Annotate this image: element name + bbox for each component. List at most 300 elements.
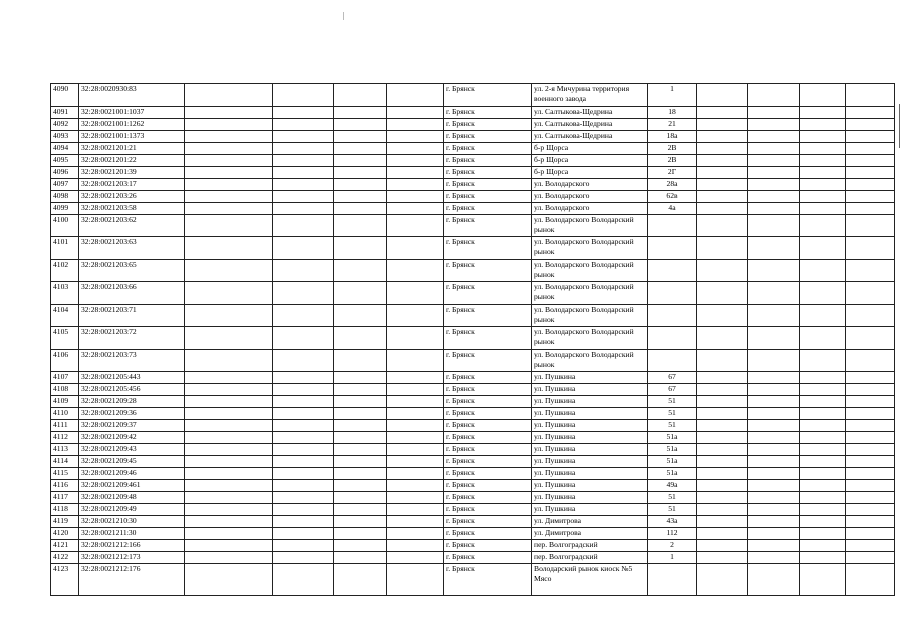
address-cell: ул. Салтыкова-Щедрина <box>532 118 648 130</box>
empty-cell <box>334 516 387 528</box>
table-row <box>51 372 895 384</box>
table-row <box>51 237 895 260</box>
empty-cell <box>273 327 334 350</box>
empty-cell <box>387 492 444 504</box>
cadastral-number-cell: 32:28:0021001:1262 <box>79 118 185 130</box>
city-cell: г. Брянск <box>444 408 532 420</box>
empty-cell <box>273 480 334 492</box>
row-number-cell: 4097 <box>51 178 79 190</box>
empty-cell <box>748 84 800 107</box>
house-number-cell <box>648 237 697 260</box>
empty-cell <box>185 516 273 528</box>
empty-cell <box>846 540 895 552</box>
empty-cell <box>800 202 846 214</box>
empty-cell <box>387 384 444 396</box>
empty-cell <box>185 202 273 214</box>
address-cell: ул. Пушкина <box>532 384 648 396</box>
empty-cell <box>185 480 273 492</box>
empty-cell <box>846 564 895 596</box>
empty-cell <box>800 166 846 178</box>
empty-cell <box>748 118 800 130</box>
empty-cell <box>273 154 334 166</box>
empty-cell <box>697 420 748 432</box>
empty-cell <box>387 480 444 492</box>
empty-cell <box>387 420 444 432</box>
empty-cell <box>800 444 846 456</box>
empty-cell <box>334 178 387 190</box>
empty-cell <box>387 304 444 327</box>
empty-cell <box>273 564 334 596</box>
house-number-cell: 1 <box>648 84 697 107</box>
empty-cell <box>800 178 846 190</box>
table-row <box>51 84 895 107</box>
empty-cell <box>387 456 444 468</box>
empty-cell <box>387 142 444 154</box>
empty-cell <box>697 492 748 504</box>
empty-cell <box>748 214 800 237</box>
table-row <box>51 408 895 420</box>
empty-cell <box>334 408 387 420</box>
empty-cell <box>185 528 273 540</box>
row-number-cell: 4123 <box>51 564 79 596</box>
house-number-cell: 67 <box>648 372 697 384</box>
house-number-cell <box>648 304 697 327</box>
row-number-cell: 4103 <box>51 282 79 305</box>
empty-cell <box>185 444 273 456</box>
empty-cell <box>387 84 444 107</box>
house-number-cell: 2Г <box>648 166 697 178</box>
row-number-cell: 4099 <box>51 202 79 214</box>
empty-cell <box>800 468 846 480</box>
city-cell: г. Брянск <box>444 327 532 350</box>
empty-cell <box>273 237 334 260</box>
empty-cell <box>334 492 387 504</box>
empty-cell <box>387 327 444 350</box>
empty-cell <box>846 480 895 492</box>
empty-cell <box>800 349 846 372</box>
cadastral-number-cell: 32:28:0021205:456 <box>79 384 185 396</box>
empty-cell <box>273 540 334 552</box>
empty-cell <box>846 408 895 420</box>
house-number-cell: 51 <box>648 396 697 408</box>
city-cell: г. Брянск <box>444 456 532 468</box>
empty-cell <box>387 540 444 552</box>
empty-cell <box>748 396 800 408</box>
empty-cell <box>273 492 334 504</box>
empty-cell <box>800 492 846 504</box>
cadastral-number-cell: 32:28:0021209:43 <box>79 444 185 456</box>
empty-cell <box>800 84 846 107</box>
empty-cell <box>846 259 895 282</box>
empty-cell <box>273 130 334 142</box>
empty-cell <box>846 130 895 142</box>
empty-cell <box>846 118 895 130</box>
cadastral-number-cell: 32:28:0021203:71 <box>79 304 185 327</box>
cadastral-number-cell: 32:28:0021212:173 <box>79 552 185 564</box>
empty-cell <box>185 432 273 444</box>
empty-cell <box>334 468 387 480</box>
empty-cell <box>334 202 387 214</box>
empty-cell <box>800 432 846 444</box>
row-number-cell: 4108 <box>51 384 79 396</box>
empty-cell <box>748 282 800 305</box>
empty-cell <box>800 516 846 528</box>
house-number-cell <box>648 327 697 350</box>
table-row <box>51 504 895 516</box>
house-number-cell: 51 <box>648 504 697 516</box>
address-cell: ул. Володарского Володарский рынок <box>532 304 648 327</box>
scan-mark-top <box>343 12 344 20</box>
row-number-cell: 4117 <box>51 492 79 504</box>
address-cell: ул. Димитрова <box>532 528 648 540</box>
empty-cell <box>185 408 273 420</box>
cadastral-number-cell: 32:28:0021001:1373 <box>79 130 185 142</box>
city-cell: г. Брянск <box>444 166 532 178</box>
city-cell: г. Брянск <box>444 282 532 305</box>
table-row <box>51 492 895 504</box>
empty-cell <box>387 237 444 260</box>
empty-cell <box>185 552 273 564</box>
table-row <box>51 528 895 540</box>
empty-cell <box>273 396 334 408</box>
address-cell: ул. Володарского Володарский рынок <box>532 237 648 260</box>
cadastral-number-cell: 32:28:0021209:36 <box>79 408 185 420</box>
empty-cell <box>334 259 387 282</box>
empty-cell <box>387 282 444 305</box>
row-number-cell: 4107 <box>51 372 79 384</box>
empty-cell <box>846 552 895 564</box>
cadastral-number-cell: 32:28:0021209:28 <box>79 396 185 408</box>
cadastral-number-cell: 32:28:0021209:46 <box>79 468 185 480</box>
city-cell: г. Брянск <box>444 304 532 327</box>
empty-cell <box>846 384 895 396</box>
empty-cell <box>748 492 800 504</box>
city-cell: г. Брянск <box>444 84 532 107</box>
empty-cell <box>748 384 800 396</box>
table-row <box>51 327 895 350</box>
table-row <box>51 106 895 118</box>
empty-cell <box>800 384 846 396</box>
empty-cell <box>334 214 387 237</box>
table-row <box>51 142 895 154</box>
empty-cell <box>185 327 273 350</box>
empty-cell <box>748 304 800 327</box>
empty-cell <box>387 214 444 237</box>
empty-cell <box>334 282 387 305</box>
empty-cell <box>185 540 273 552</box>
empty-cell <box>846 282 895 305</box>
address-cell: ул. Пушкина <box>532 492 648 504</box>
empty-cell <box>185 564 273 596</box>
empty-cell <box>273 106 334 118</box>
empty-cell <box>748 552 800 564</box>
empty-cell <box>387 349 444 372</box>
city-cell: г. Брянск <box>444 468 532 480</box>
table-row <box>51 166 895 178</box>
address-cell: пер. Волгоградский <box>532 540 648 552</box>
empty-cell <box>748 130 800 142</box>
empty-cell <box>800 327 846 350</box>
city-cell: г. Брянск <box>444 504 532 516</box>
empty-cell <box>185 166 273 178</box>
empty-cell <box>185 130 273 142</box>
table-row <box>51 384 895 396</box>
empty-cell <box>846 516 895 528</box>
house-number-cell: 21 <box>648 118 697 130</box>
city-cell: г. Брянск <box>444 540 532 552</box>
table-row <box>51 444 895 456</box>
address-cell: ул. Пушкина <box>532 432 648 444</box>
empty-cell <box>387 106 444 118</box>
city-cell: г. Брянск <box>444 142 532 154</box>
empty-cell <box>334 372 387 384</box>
empty-cell <box>800 130 846 142</box>
house-number-cell: 18 <box>648 106 697 118</box>
row-number-cell: 4091 <box>51 106 79 118</box>
empty-cell <box>273 432 334 444</box>
empty-cell <box>334 396 387 408</box>
empty-cell <box>697 528 748 540</box>
empty-cell <box>185 214 273 237</box>
empty-cell <box>697 304 748 327</box>
empty-cell <box>748 444 800 456</box>
empty-cell <box>334 540 387 552</box>
empty-cell <box>387 516 444 528</box>
empty-cell <box>800 528 846 540</box>
empty-cell <box>697 166 748 178</box>
empty-cell <box>748 237 800 260</box>
row-number-cell: 4119 <box>51 516 79 528</box>
empty-cell <box>334 106 387 118</box>
empty-cell <box>748 456 800 468</box>
empty-cell <box>334 480 387 492</box>
empty-cell <box>846 178 895 190</box>
house-number-cell: 1 <box>648 552 697 564</box>
house-number-cell: 43а <box>648 516 697 528</box>
empty-cell <box>846 327 895 350</box>
empty-cell <box>387 190 444 202</box>
empty-cell <box>748 420 800 432</box>
empty-cell <box>185 349 273 372</box>
empty-cell <box>697 202 748 214</box>
address-cell: ул. Димитрова <box>532 516 648 528</box>
empty-cell <box>697 178 748 190</box>
empty-cell <box>185 396 273 408</box>
address-cell: ул. Володарского Володарский рынок <box>532 259 648 282</box>
empty-cell <box>748 166 800 178</box>
empty-cell <box>846 142 895 154</box>
city-cell: г. Брянск <box>444 178 532 190</box>
cadastral-number-cell: 32:28:0021209:45 <box>79 456 185 468</box>
empty-cell <box>846 504 895 516</box>
table-row <box>51 259 895 282</box>
empty-cell <box>748 154 800 166</box>
address-cell: ул. Пушкина <box>532 420 648 432</box>
empty-cell <box>748 190 800 202</box>
empty-cell <box>387 118 444 130</box>
cadastral-number-cell: 32:28:0021203:58 <box>79 202 185 214</box>
empty-cell <box>185 154 273 166</box>
house-number-cell: 2В <box>648 142 697 154</box>
empty-cell <box>748 516 800 528</box>
empty-cell <box>273 456 334 468</box>
cadastral-number-cell: 32:28:0021209:37 <box>79 420 185 432</box>
house-number-cell: 51 <box>648 408 697 420</box>
empty-cell <box>334 130 387 142</box>
house-number-cell: 4а <box>648 202 697 214</box>
address-cell: ул. Пушкина <box>532 396 648 408</box>
empty-cell <box>273 259 334 282</box>
city-cell: г. Брянск <box>444 384 532 396</box>
city-cell: г. Брянск <box>444 480 532 492</box>
empty-cell <box>273 372 334 384</box>
house-number-cell: 2В <box>648 154 697 166</box>
house-number-cell <box>648 259 697 282</box>
empty-cell <box>800 118 846 130</box>
empty-cell <box>748 142 800 154</box>
empty-cell <box>273 349 334 372</box>
table-row <box>51 420 895 432</box>
cadastral-number-cell: 32:28:0021212:176 <box>79 564 185 596</box>
empty-cell <box>185 237 273 260</box>
empty-cell <box>800 552 846 564</box>
row-number-cell: 4114 <box>51 456 79 468</box>
empty-cell <box>697 444 748 456</box>
empty-cell <box>387 396 444 408</box>
house-number-cell: 51 <box>648 420 697 432</box>
empty-cell <box>846 304 895 327</box>
empty-cell <box>387 468 444 480</box>
cadastral-number-cell: 32:28:0021203:63 <box>79 237 185 260</box>
empty-cell <box>334 564 387 596</box>
empty-cell <box>748 468 800 480</box>
address-cell: ул. Володарского Володарский рынок <box>532 349 648 372</box>
row-number-cell: 4101 <box>51 237 79 260</box>
empty-cell <box>846 372 895 384</box>
row-number-cell: 4106 <box>51 349 79 372</box>
row-number-cell: 4111 <box>51 420 79 432</box>
empty-cell <box>273 384 334 396</box>
empty-cell <box>185 372 273 384</box>
empty-cell <box>387 202 444 214</box>
table-row <box>51 118 895 130</box>
empty-cell <box>748 106 800 118</box>
city-cell: г. Брянск <box>444 214 532 237</box>
row-number-cell: 4102 <box>51 259 79 282</box>
house-number-cell: 28а <box>648 178 697 190</box>
empty-cell <box>697 118 748 130</box>
house-number-cell <box>648 214 697 237</box>
table-row <box>51 282 895 305</box>
empty-cell <box>273 528 334 540</box>
city-cell: г. Брянск <box>444 420 532 432</box>
address-cell: ул. Володарского Володарский рынок <box>532 282 648 305</box>
city-cell: г. Брянск <box>444 259 532 282</box>
empty-cell <box>800 106 846 118</box>
table-row <box>51 432 895 444</box>
row-number-cell: 4105 <box>51 327 79 350</box>
empty-cell <box>748 372 800 384</box>
empty-cell <box>800 154 846 166</box>
empty-cell <box>387 528 444 540</box>
cadastral-number-cell: 32:28:0021203:65 <box>79 259 185 282</box>
empty-cell <box>334 504 387 516</box>
cadastral-number-cell: 32:28:0021209:42 <box>79 432 185 444</box>
empty-cell <box>387 372 444 384</box>
empty-cell <box>387 259 444 282</box>
empty-cell <box>273 504 334 516</box>
house-number-cell <box>648 349 697 372</box>
empty-cell <box>748 504 800 516</box>
row-number-cell: 4120 <box>51 528 79 540</box>
empty-cell <box>697 214 748 237</box>
empty-cell <box>846 396 895 408</box>
cadastral-number-cell: 32:28:0021001:1037 <box>79 106 185 118</box>
empty-cell <box>697 504 748 516</box>
empty-cell <box>697 432 748 444</box>
empty-cell <box>748 349 800 372</box>
city-cell: г. Брянск <box>444 130 532 142</box>
empty-cell <box>748 540 800 552</box>
empty-cell <box>334 552 387 564</box>
address-cell: ул. Володарского <box>532 202 648 214</box>
address-cell: б-р Щорса <box>532 166 648 178</box>
house-number-cell: 62в <box>648 190 697 202</box>
empty-cell <box>697 190 748 202</box>
empty-cell <box>334 420 387 432</box>
empty-cell <box>273 420 334 432</box>
empty-cell <box>800 282 846 305</box>
empty-cell <box>273 178 334 190</box>
empty-cell <box>334 84 387 107</box>
empty-cell <box>185 178 273 190</box>
empty-cell <box>846 492 895 504</box>
cadastral-number-cell: 32:28:0021212:166 <box>79 540 185 552</box>
empty-cell <box>697 408 748 420</box>
empty-cell <box>185 420 273 432</box>
empty-cell <box>387 552 444 564</box>
empty-cell <box>273 282 334 305</box>
cadastral-number-cell: 32:28:0021203:26 <box>79 190 185 202</box>
table-row <box>51 349 895 372</box>
empty-cell <box>846 432 895 444</box>
empty-cell <box>185 259 273 282</box>
empty-cell <box>697 540 748 552</box>
empty-cell <box>846 420 895 432</box>
empty-cell <box>185 304 273 327</box>
table-row <box>51 540 895 552</box>
empty-cell <box>273 190 334 202</box>
registry-table <box>50 83 895 596</box>
empty-cell <box>846 190 895 202</box>
address-cell: ул. Пушкина <box>532 372 648 384</box>
empty-cell <box>697 516 748 528</box>
empty-cell <box>748 528 800 540</box>
address-cell: ул. Володарского Володарский рынок <box>532 214 648 237</box>
table-row <box>51 552 895 564</box>
table-row <box>51 202 895 214</box>
table-row <box>51 456 895 468</box>
empty-cell <box>334 190 387 202</box>
empty-cell <box>748 480 800 492</box>
empty-cell <box>800 396 846 408</box>
empty-cell <box>273 516 334 528</box>
empty-cell <box>697 564 748 596</box>
house-number-cell <box>648 564 697 596</box>
registry-rows <box>51 84 895 596</box>
address-cell: пер. Волгоградский <box>532 552 648 564</box>
row-number-cell: 4109 <box>51 396 79 408</box>
